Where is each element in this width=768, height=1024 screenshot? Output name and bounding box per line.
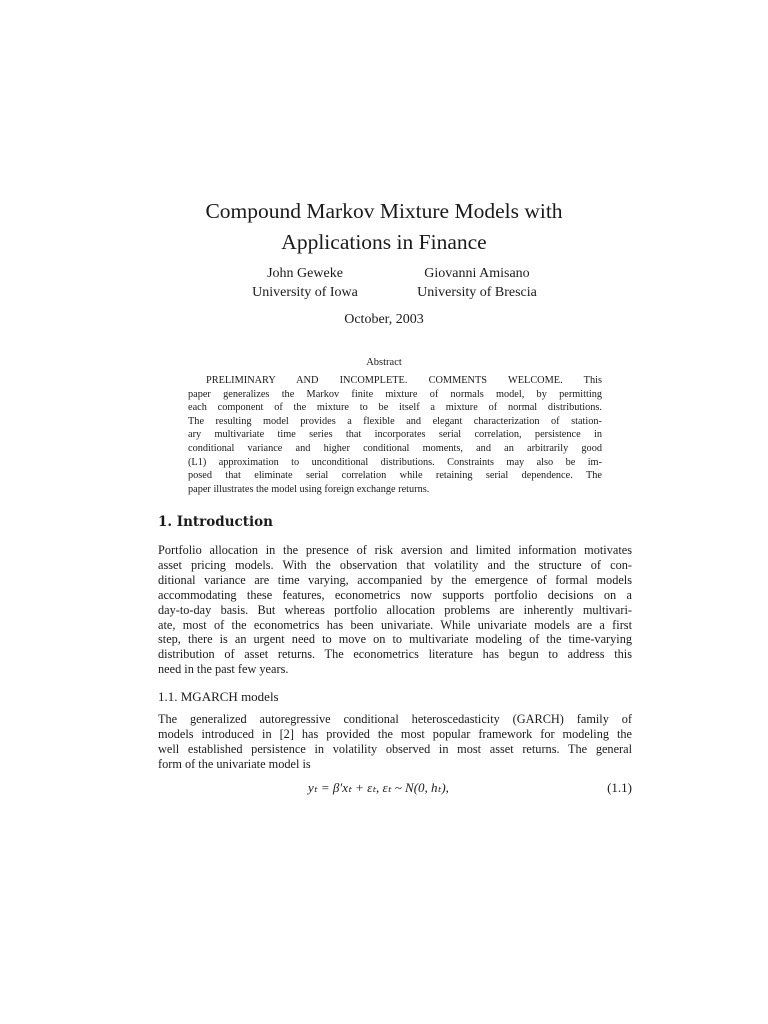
equation-body: yₜ = β′xₜ + εₜ, εₜ ~ N(0, hₜ),: [308, 780, 449, 795]
paragraph-line: asset pricing models. With the observation that volatility and the structure of con-: [158, 557, 632, 572]
section-heading-introduction: 1. Introduction: [158, 514, 273, 530]
paragraph-line: distribution of asset returns. The econometrics literature has begun to address this: [158, 647, 632, 662]
equation-1-1: [158, 780, 632, 800]
paper-date: October, 2003: [344, 312, 424, 327]
abstract-heading: Abstract: [366, 357, 402, 368]
paragraph-line: step, there is an urgent need to move on to multivariate modeling of the time-varying: [158, 632, 632, 647]
paragraph-line: ditional variance are time varying, accompanied by the emergence of formal models: [158, 572, 632, 587]
paragraph-line: The generalized autoregressive conditional heteroscedasticity (GARCH) family of: [158, 712, 632, 726]
abstract-line: The resulting model provides a flexible and elegant characterization of station-: [188, 415, 602, 427]
abstract-body: [188, 374, 602, 496]
abstract-line: posed that eliminate serial correlation while retaining serial dependence. The: [188, 470, 602, 482]
abstract-line: each component of the mixture to be itself a mixture of normal distributions.: [188, 402, 602, 414]
paper-title: [0, 196, 768, 258]
introduction-paragraph: [158, 543, 632, 677]
author-name: Giovanni Amisano: [424, 266, 530, 281]
paragraph-line: well established persistence in volatility observed in most asset returns. The general: [158, 741, 632, 756]
paragraph-line: Portfolio allocation in the presence of risk aversion and limited information motivates: [158, 543, 632, 557]
abstract-line: (L1) approximation to unconditional distributions. Constraints may also be im-: [188, 456, 602, 468]
abstract-line: PRELIMINARY AND INCOMPLETE. COMMENTS WELCOME. This: [206, 375, 602, 386]
equation-number: (1.1): [607, 780, 632, 795]
paragraph-line: need in the past few years.: [158, 662, 289, 677]
author-name: John Geweke: [267, 266, 343, 281]
paragraph-line: accommodating these features, econometrics now supports portfolio decisions on a: [158, 587, 632, 602]
title-line-2: Applications in Finance: [281, 230, 487, 254]
author-2: [367, 264, 587, 302]
author-affiliation: University of Brescia: [417, 285, 537, 300]
author-affiliation: University of Iowa: [252, 285, 358, 300]
abstract-line: paper generalizes the Markov finite mixture of normals model, by permitting: [188, 388, 602, 400]
paragraph-line: ate, most of the econometrics has been univariate. While univariate models are a first: [158, 617, 632, 632]
abstract-line: conditional variance and higher conditional moments, and an arbitrarily good: [188, 442, 602, 454]
title-line-1: Compound Markov Mixture Models with: [205, 199, 563, 223]
abstract-line: ary multivariate time series that incorporates serial correlation, persistence in: [188, 429, 602, 441]
abstract-line: paper illustrates the model using foreign exchange returns.: [188, 483, 430, 495]
paragraph-line: day-to-day basis. But whereas portfolio allocation problems are inherently multivari-: [158, 602, 632, 617]
mgarch-paragraph: [158, 712, 632, 772]
subsection-heading-mgarch: 1.1. MGARCH models: [158, 689, 279, 704]
paragraph-line: models introduced in [2] has provided the most popular framework for modeling the: [158, 726, 632, 741]
paragraph-line: form of the univariate model is: [158, 756, 311, 771]
